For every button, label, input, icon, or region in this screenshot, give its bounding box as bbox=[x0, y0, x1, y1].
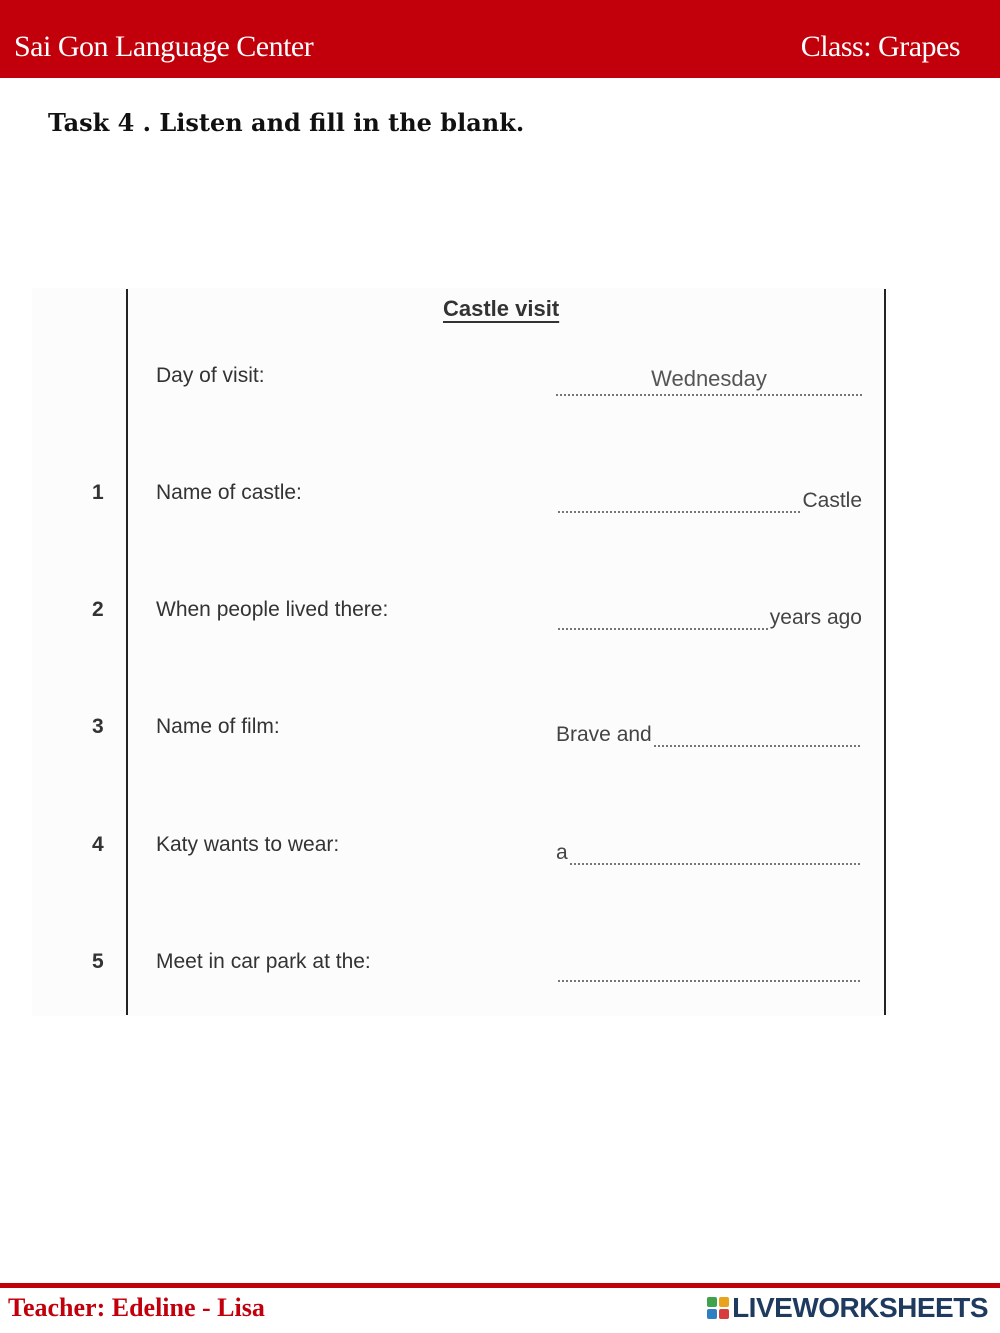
question-row-5 bbox=[0, 950, 1000, 990]
teacher-name: Teacher: Edeline - Lisa bbox=[8, 1293, 265, 1322]
question-label: Name of castle: bbox=[156, 481, 302, 504]
question-number: 4 bbox=[92, 833, 104, 856]
task-title: Task 4 . Listen and fill in the blank. bbox=[48, 108, 525, 137]
question-label: Katy wants to wear: bbox=[156, 833, 340, 856]
question-row-3 bbox=[0, 715, 1000, 755]
brand-text: LIVEWORKSHEETS bbox=[732, 1292, 988, 1323]
question-number: 5 bbox=[92, 950, 104, 973]
question-number: 3 bbox=[92, 715, 104, 738]
answer-blank-2[interactable] bbox=[556, 598, 862, 630]
answer-blank-1[interactable] bbox=[556, 481, 862, 513]
blank-line[interactable] bbox=[570, 839, 860, 865]
answer-prefix: Brave and bbox=[556, 723, 652, 746]
answer-suffix: Castle bbox=[802, 489, 862, 512]
answer-blank-4[interactable] bbox=[556, 833, 862, 865]
answer-blank-5[interactable] bbox=[556, 950, 862, 982]
liveworksheets-brand[interactable] bbox=[707, 1292, 988, 1324]
liveworksheets-logo-icon bbox=[707, 1297, 729, 1319]
blank-line[interactable] bbox=[654, 721, 860, 747]
footer-divider bbox=[0, 1283, 1000, 1288]
question-label: When people lived there: bbox=[156, 598, 389, 621]
question-row-2 bbox=[0, 598, 1000, 638]
question-number: 1 bbox=[92, 481, 104, 504]
center-name: Sai Gon Language Center bbox=[14, 30, 314, 63]
question-number: 2 bbox=[92, 598, 104, 621]
example-row bbox=[0, 364, 1000, 404]
header-bar bbox=[0, 0, 1000, 78]
example-label: Day of visit: bbox=[156, 364, 265, 387]
example-answer: Wednesday bbox=[556, 366, 862, 396]
example-answer-line bbox=[556, 364, 862, 396]
blank-line[interactable] bbox=[558, 487, 800, 513]
blank-line[interactable] bbox=[558, 604, 768, 630]
question-label: Meet in car park at the: bbox=[156, 950, 371, 973]
question-label: Name of film: bbox=[156, 715, 280, 738]
answer-prefix: a bbox=[556, 841, 568, 864]
worksheet-title: Castle visit bbox=[443, 296, 560, 321]
question-row-1 bbox=[0, 481, 1000, 521]
answer-suffix: years ago bbox=[769, 606, 862, 629]
question-row-4 bbox=[0, 833, 1000, 873]
answer-blank-3[interactable] bbox=[556, 715, 862, 747]
blank-line[interactable] bbox=[558, 956, 860, 982]
class-name: Class: Grapes bbox=[800, 30, 960, 63]
